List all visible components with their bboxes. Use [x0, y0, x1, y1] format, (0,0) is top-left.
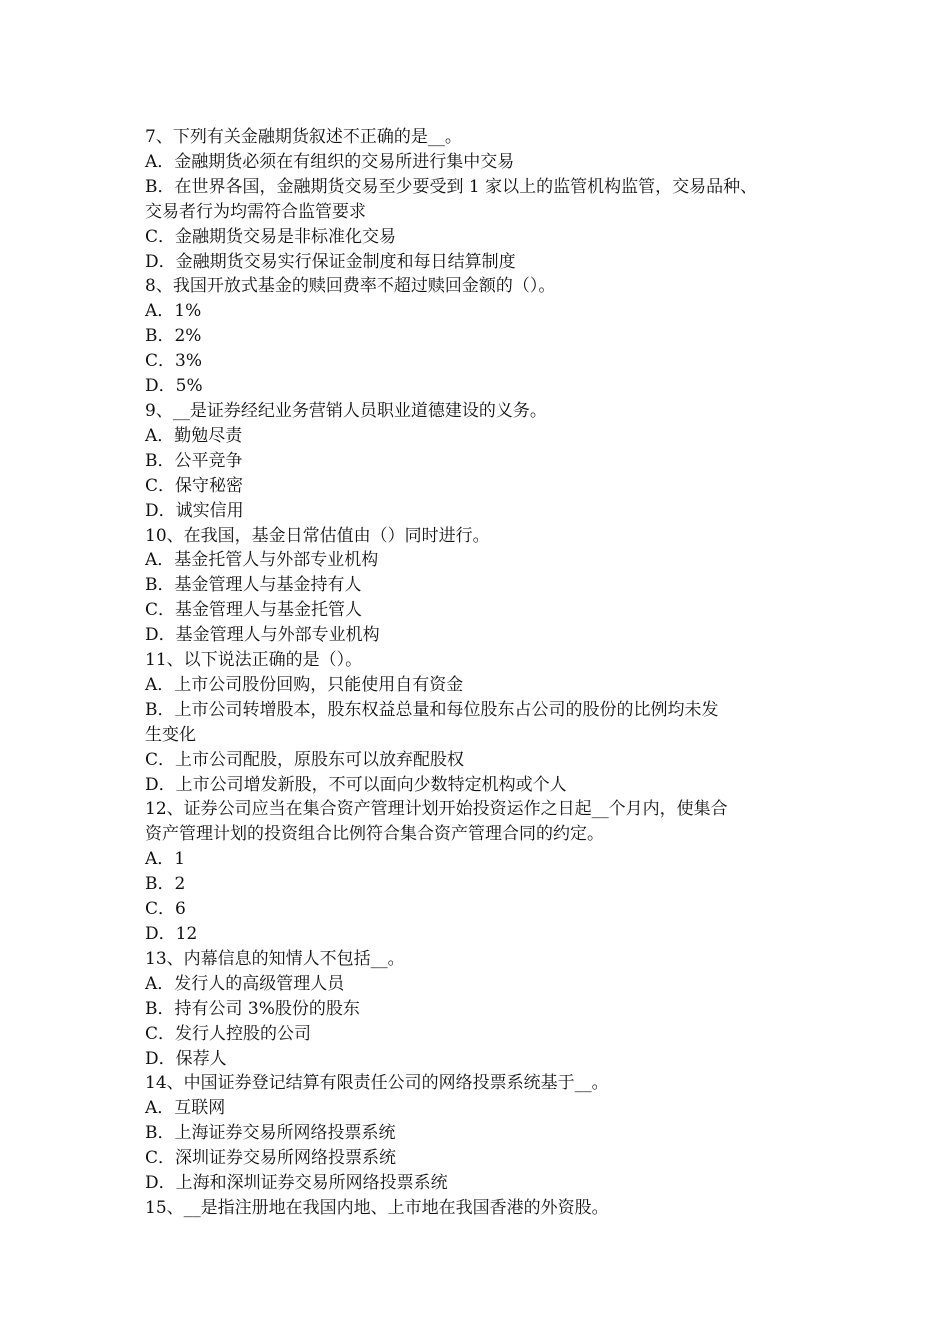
- text-line: 12、证券公司应当在集合资产管理计划开始投资运作之日起__个月内，使集合: [145, 799, 728, 820]
- text-line: C．发行人控股的公司: [145, 1023, 312, 1044]
- text-line: C．6: [145, 899, 186, 920]
- text-line: 10、在我国，基金日常估值由（）同时进行。: [145, 525, 490, 546]
- text-line: 15、__是指注册地在我国内地、上市地在我国香港的外资股。: [145, 1197, 609, 1218]
- text-line: D．金融期货交易实行保证金制度和每日结算制度: [145, 251, 516, 272]
- text-line: A．上市公司股份回购，只能使用自有资金: [145, 674, 464, 695]
- text-line: B．基金管理人与基金持有人: [145, 575, 362, 596]
- text-line: D．12: [145, 924, 198, 944]
- text-line: D．5%: [145, 376, 203, 397]
- text-line: A．金融期货必须在有组织的交易所进行集中交易: [145, 151, 515, 172]
- text-line: C．3%: [145, 351, 202, 372]
- text-line: C．上市公司配股，原股东可以放弃配股权: [145, 749, 465, 770]
- text-line: B．2%: [145, 326, 202, 347]
- document-body: [145, 125, 815, 1221]
- text-line: C．基金管理人与基金托管人: [145, 600, 363, 621]
- text-line: 生变化: [145, 724, 196, 745]
- text-line: B．持有公司 3%股份的股东: [145, 998, 360, 1019]
- text-line: 9、__是证券经纪业务营销人员职业道德建设的义务。: [145, 400, 547, 421]
- text-line: 14、中国证券登记结算有限责任公司的网络投票系统基于__。: [145, 1073, 609, 1094]
- text-line: 7、下列有关金融期货叙述不正确的是__。: [145, 127, 462, 147]
- text-line: B．在世界各国，金融期货交易至少要受到 1 家以上的监管机构监管，交易品种、: [145, 176, 758, 197]
- text-line: B．公平竞争: [145, 450, 243, 471]
- text-line: 交易者行为均需符合监管要求: [145, 201, 366, 222]
- text-line: B．上市公司转增股本，股东权益总量和每位股东占公司的股份的比例均未发: [145, 699, 719, 720]
- text-line: C．深圳证券交易所网络投票系统: [145, 1148, 397, 1169]
- text-line: 资产管理计划的投资组合比例符合集合资产管理合同的约定。: [145, 824, 604, 845]
- text-line: D．基金管理人与外部专业机构: [145, 625, 380, 646]
- text-line: D．保荐人: [145, 1048, 227, 1069]
- text-line: 8、我国开放式基金的赎回费率不超过赎回金额的（）。: [145, 276, 556, 297]
- text-line: D．上海和深圳证券交易所网络投票系统: [145, 1173, 448, 1194]
- text-line: B．上海证券交易所网络投票系统: [145, 1123, 396, 1144]
- text-line: 11、以下说法正确的是（）。: [145, 650, 363, 671]
- text-line: A．勤勉尽责: [145, 425, 243, 446]
- text-line: A．1: [145, 849, 186, 870]
- text-line: C．保守秘密: [145, 475, 244, 496]
- text-line: D．诚实信用: [145, 500, 244, 521]
- text-line: C．金融期货交易是非标准化交易: [145, 226, 397, 247]
- text-line: 13、内幕信息的知情人不包括__。: [145, 948, 405, 969]
- text-line: A．发行人的高级管理人员: [145, 973, 345, 994]
- text-line: A．互联网: [145, 1098, 226, 1119]
- text-line: B．2: [145, 874, 186, 895]
- text-line: D．上市公司增发新股，不可以面向少数特定机构或个人: [145, 774, 567, 795]
- text-line: A．基金托管人与外部专业机构: [145, 550, 379, 571]
- text-line: A．1%: [145, 301, 202, 322]
